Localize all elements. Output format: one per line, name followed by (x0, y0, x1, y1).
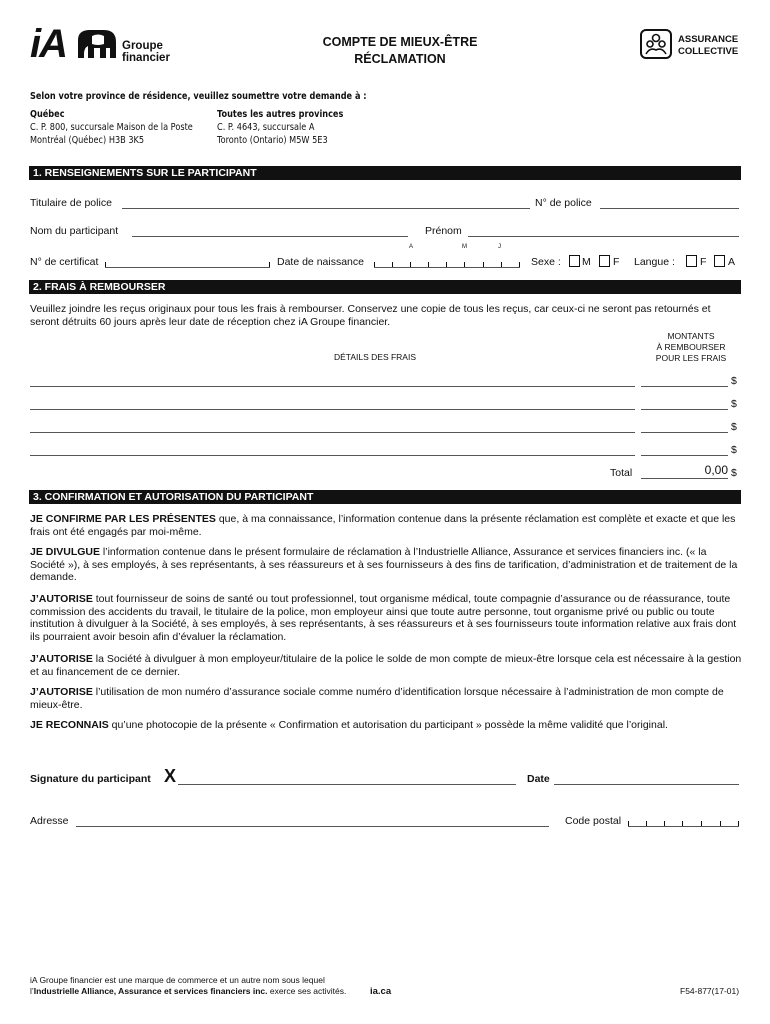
expense-detail-field[interactable] (30, 409, 635, 410)
total-label: Total (610, 467, 633, 479)
total-field (641, 478, 728, 479)
segment-tick (483, 262, 484, 267)
footer-line-2-post: exerce ses activités. (267, 986, 347, 996)
policy-holder-label: Titulaire de police (30, 197, 112, 209)
segment-tick (646, 821, 647, 826)
section-2-header: 2. FRAIS À REMBOURSER (29, 280, 741, 294)
signature-label: Signature du participant (30, 773, 151, 785)
footer-line-2-company: Industrielle Alliance, Assurance et services financiers inc. (33, 986, 268, 996)
segment-tick (682, 821, 683, 826)
expense-currency: $ (731, 421, 737, 433)
segment-tick (519, 262, 520, 267)
sex-f-checkbox[interactable] (599, 255, 610, 267)
expense-detail-field[interactable] (30, 455, 635, 456)
birth-day-label: J (498, 244, 501, 250)
footer-line-2 (30, 986, 346, 997)
address-field[interactable] (76, 826, 549, 827)
segment-tick (720, 821, 721, 826)
certificate-field-tick (105, 262, 106, 267)
expense-currency: $ (731, 444, 737, 456)
segment-tick (374, 262, 375, 267)
footer-line-1: iA Groupe financier est une marque de commerce et un autre nom sous lequel (30, 975, 325, 985)
expense-detail-field[interactable] (30, 386, 635, 387)
certificate-field[interactable] (105, 267, 270, 268)
footer-form-code: F54-877(17-01) (680, 986, 740, 996)
footer-line-2-pre: l’ (30, 986, 34, 996)
paragraph-confirm (30, 513, 742, 538)
quebec-heading: Québec (30, 109, 65, 120)
amounts-header-line-2: À REMBOURSER (656, 342, 726, 352)
birth-month-label: M (462, 244, 467, 250)
language-a-checkbox[interactable] (714, 255, 725, 267)
amounts-header-line-1: MONTANTS (667, 331, 715, 341)
paragraph-acknowledge (30, 719, 742, 732)
confirm-lead: JE CONFIRME PAR LES PRÉSENTES (30, 513, 216, 525)
logo-line-1: Groupe (122, 40, 163, 52)
title-line-2: RÉCLAMATION (354, 52, 446, 66)
logo-ia: iA (30, 22, 66, 66)
segment-tick (628, 821, 629, 826)
details-header: DÉTAILS DES FRAIS (333, 352, 417, 362)
expense-currency: $ (731, 398, 737, 410)
quebec-line-2: Montréal (Québec) H3B 3K5 (30, 135, 145, 146)
other-heading: Toutes les autres provinces (217, 109, 344, 120)
segment-tick (464, 262, 465, 267)
expense-amount-field[interactable] (641, 432, 728, 433)
insurance-badge (678, 34, 738, 58)
authorize-1-lead: J’AUTORISE (30, 593, 93, 605)
sex-m-checkbox[interactable] (569, 255, 580, 267)
quebec-line-1: C. P. 800, succursale Maison de la Poste (30, 122, 193, 133)
language-f-label: F (700, 256, 707, 268)
segment-tick (392, 262, 393, 267)
authorize-2-lead: J’AUTORISE (30, 653, 93, 665)
title-line-1: COMPTE DE MIEUX-ÊTRE (322, 35, 478, 49)
total-currency: $ (731, 467, 737, 479)
confirm-text: que, à ma connaissance, l’information contenue dans la présente réclamation est complète et exacte et que les frais ont été engagés par moi-même. (30, 513, 736, 538)
total-value: 0,00 (704, 463, 728, 477)
address-other (217, 108, 343, 147)
date-label: Date (527, 773, 550, 785)
expense-amount-field[interactable] (641, 386, 728, 387)
segment-tick (738, 821, 739, 826)
acknowledge-lead: JE RECONNAIS (30, 719, 109, 731)
language-f-checkbox[interactable] (686, 255, 697, 267)
policy-number-label: N° de police (535, 197, 592, 209)
address-intro: Selon votre province de résidence, veuillez soumettre votre demande à : (30, 91, 367, 102)
participant-name-field[interactable] (132, 236, 408, 237)
segment-tick (501, 262, 502, 267)
other-line-2: Toronto (Ontario) M5W 5E3 (217, 135, 328, 146)
section-3-header: 3. CONFIRMATION ET AUTORISATION DU PARTICIPANT (29, 490, 741, 504)
footer-legal (30, 975, 346, 997)
form-title (250, 34, 550, 68)
paragraph-authorize-1 (30, 593, 742, 643)
signature-field[interactable] (178, 784, 516, 785)
birth-date-field[interactable] (374, 267, 520, 268)
authorize-2-text: la Société à divulguer à mon employeur/titulaire de la police le solde de mon compte de mieux-être lorsque cela est nécessaire à la gestion et au financement de ce dernier. (30, 653, 742, 678)
expense-currency: $ (731, 375, 737, 387)
other-line-1: C. P. 4643, succursale A (217, 122, 315, 133)
language-a-label: A (728, 256, 736, 268)
badge-line-1: ASSURANCE (678, 34, 739, 45)
postal-code-field[interactable] (628, 826, 739, 827)
language-label: Langue : (634, 256, 675, 268)
sex-m-label: M (582, 256, 591, 268)
birth-date-label: Date de naissance (277, 256, 364, 268)
authorize-3-lead: J’AUTORISE (30, 686, 93, 698)
authorize-3-text: l’utilisation de mon numéro d’assurance sociale comme numéro d’identification lorsque nécessaire à l’administration de mon compte de mieux-être. (30, 686, 724, 711)
segment-tick (701, 821, 702, 826)
expense-instructions: Veuillez joindre les reçus originaux pour tous les frais à rembourser. Conservez une copie de tous les reçus, car ceux-ci ne seront pas retournés et seront détruits 60 jours après leur date de réception chez iA Groupe financier. (30, 303, 711, 328)
first-name-field[interactable] (468, 236, 739, 237)
disclose-lead: JE DIVULGUE (30, 546, 101, 558)
elephant-logo-icon (74, 28, 118, 62)
sex-label: Sexe : (531, 256, 561, 268)
logo-line-2: financier (122, 52, 170, 64)
segment-tick (410, 262, 411, 267)
paragraph-disclose (30, 546, 742, 584)
expense-detail-field[interactable] (30, 432, 635, 433)
address-quebec (30, 108, 193, 147)
participant-name-label: Nom du participant (30, 225, 119, 237)
address-label: Adresse (30, 815, 69, 827)
first-name-label: Prénom (425, 225, 462, 237)
authorize-1-text: tout fournisseur de soins de santé ou tout professionnel, tout organisme médical, toute compagnie d’assurance ou de réassurance, toute commission des accidents du travail, le titulaire de la police, mon employeur ainsi que toute autre personne, tout organisme privé ou public ou toute institution à divulguer à la Société, à ses employés, à ses représentants, à ses réassureurs et à ses fournisseurs toute information relative aux frais dont ils pourraient avoir besoin afin d’évaluer la réclamation. (30, 593, 737, 643)
segment-tick (428, 262, 429, 267)
badge-line-2: COLLECTIVE (678, 46, 739, 57)
policy-number-field[interactable] (600, 208, 739, 209)
expense-amount-field[interactable] (641, 455, 728, 456)
postal-code-label: Code postal (565, 815, 622, 827)
sex-f-label: F (613, 256, 620, 268)
birth-year-label: A (409, 244, 414, 250)
amounts-header (643, 331, 739, 364)
certificate-label: N° de certificat (30, 256, 99, 268)
policy-holder-field[interactable] (122, 208, 530, 209)
footer-website[interactable]: ia.ca (370, 986, 392, 997)
expense-amount-field[interactable] (641, 409, 728, 410)
paragraph-authorize-3 (30, 686, 742, 711)
section-1-header: 1. RENSEIGNEMENTS SUR LE PARTICIPANT (29, 166, 741, 180)
disclose-text: l’information contenue dans le présent formulaire de réclamation à l’Industrielle Alliance, Assurance et services financiers inc. (« la Société »), à ses employés, à ses représentants, à ses réassureurs et à ses fournisseurs à des fins de tarification, d’administration et de traitement de la demande. (30, 546, 738, 583)
segment-tick (446, 262, 447, 267)
paragraph-authorize-2 (30, 653, 742, 678)
certificate-field-tick (269, 262, 270, 267)
group-insurance-icon (640, 29, 672, 59)
acknowledge-text: qu’une photocopie de la présente « Confirmation et autorisation du participant » possède la même validité que l’original. (108, 719, 668, 731)
amounts-header-line-3: POUR LES FRAIS (655, 353, 727, 363)
segment-tick (664, 821, 665, 826)
signature-x: X (164, 766, 177, 786)
date-field[interactable] (554, 784, 739, 785)
logo-text (122, 40, 170, 64)
